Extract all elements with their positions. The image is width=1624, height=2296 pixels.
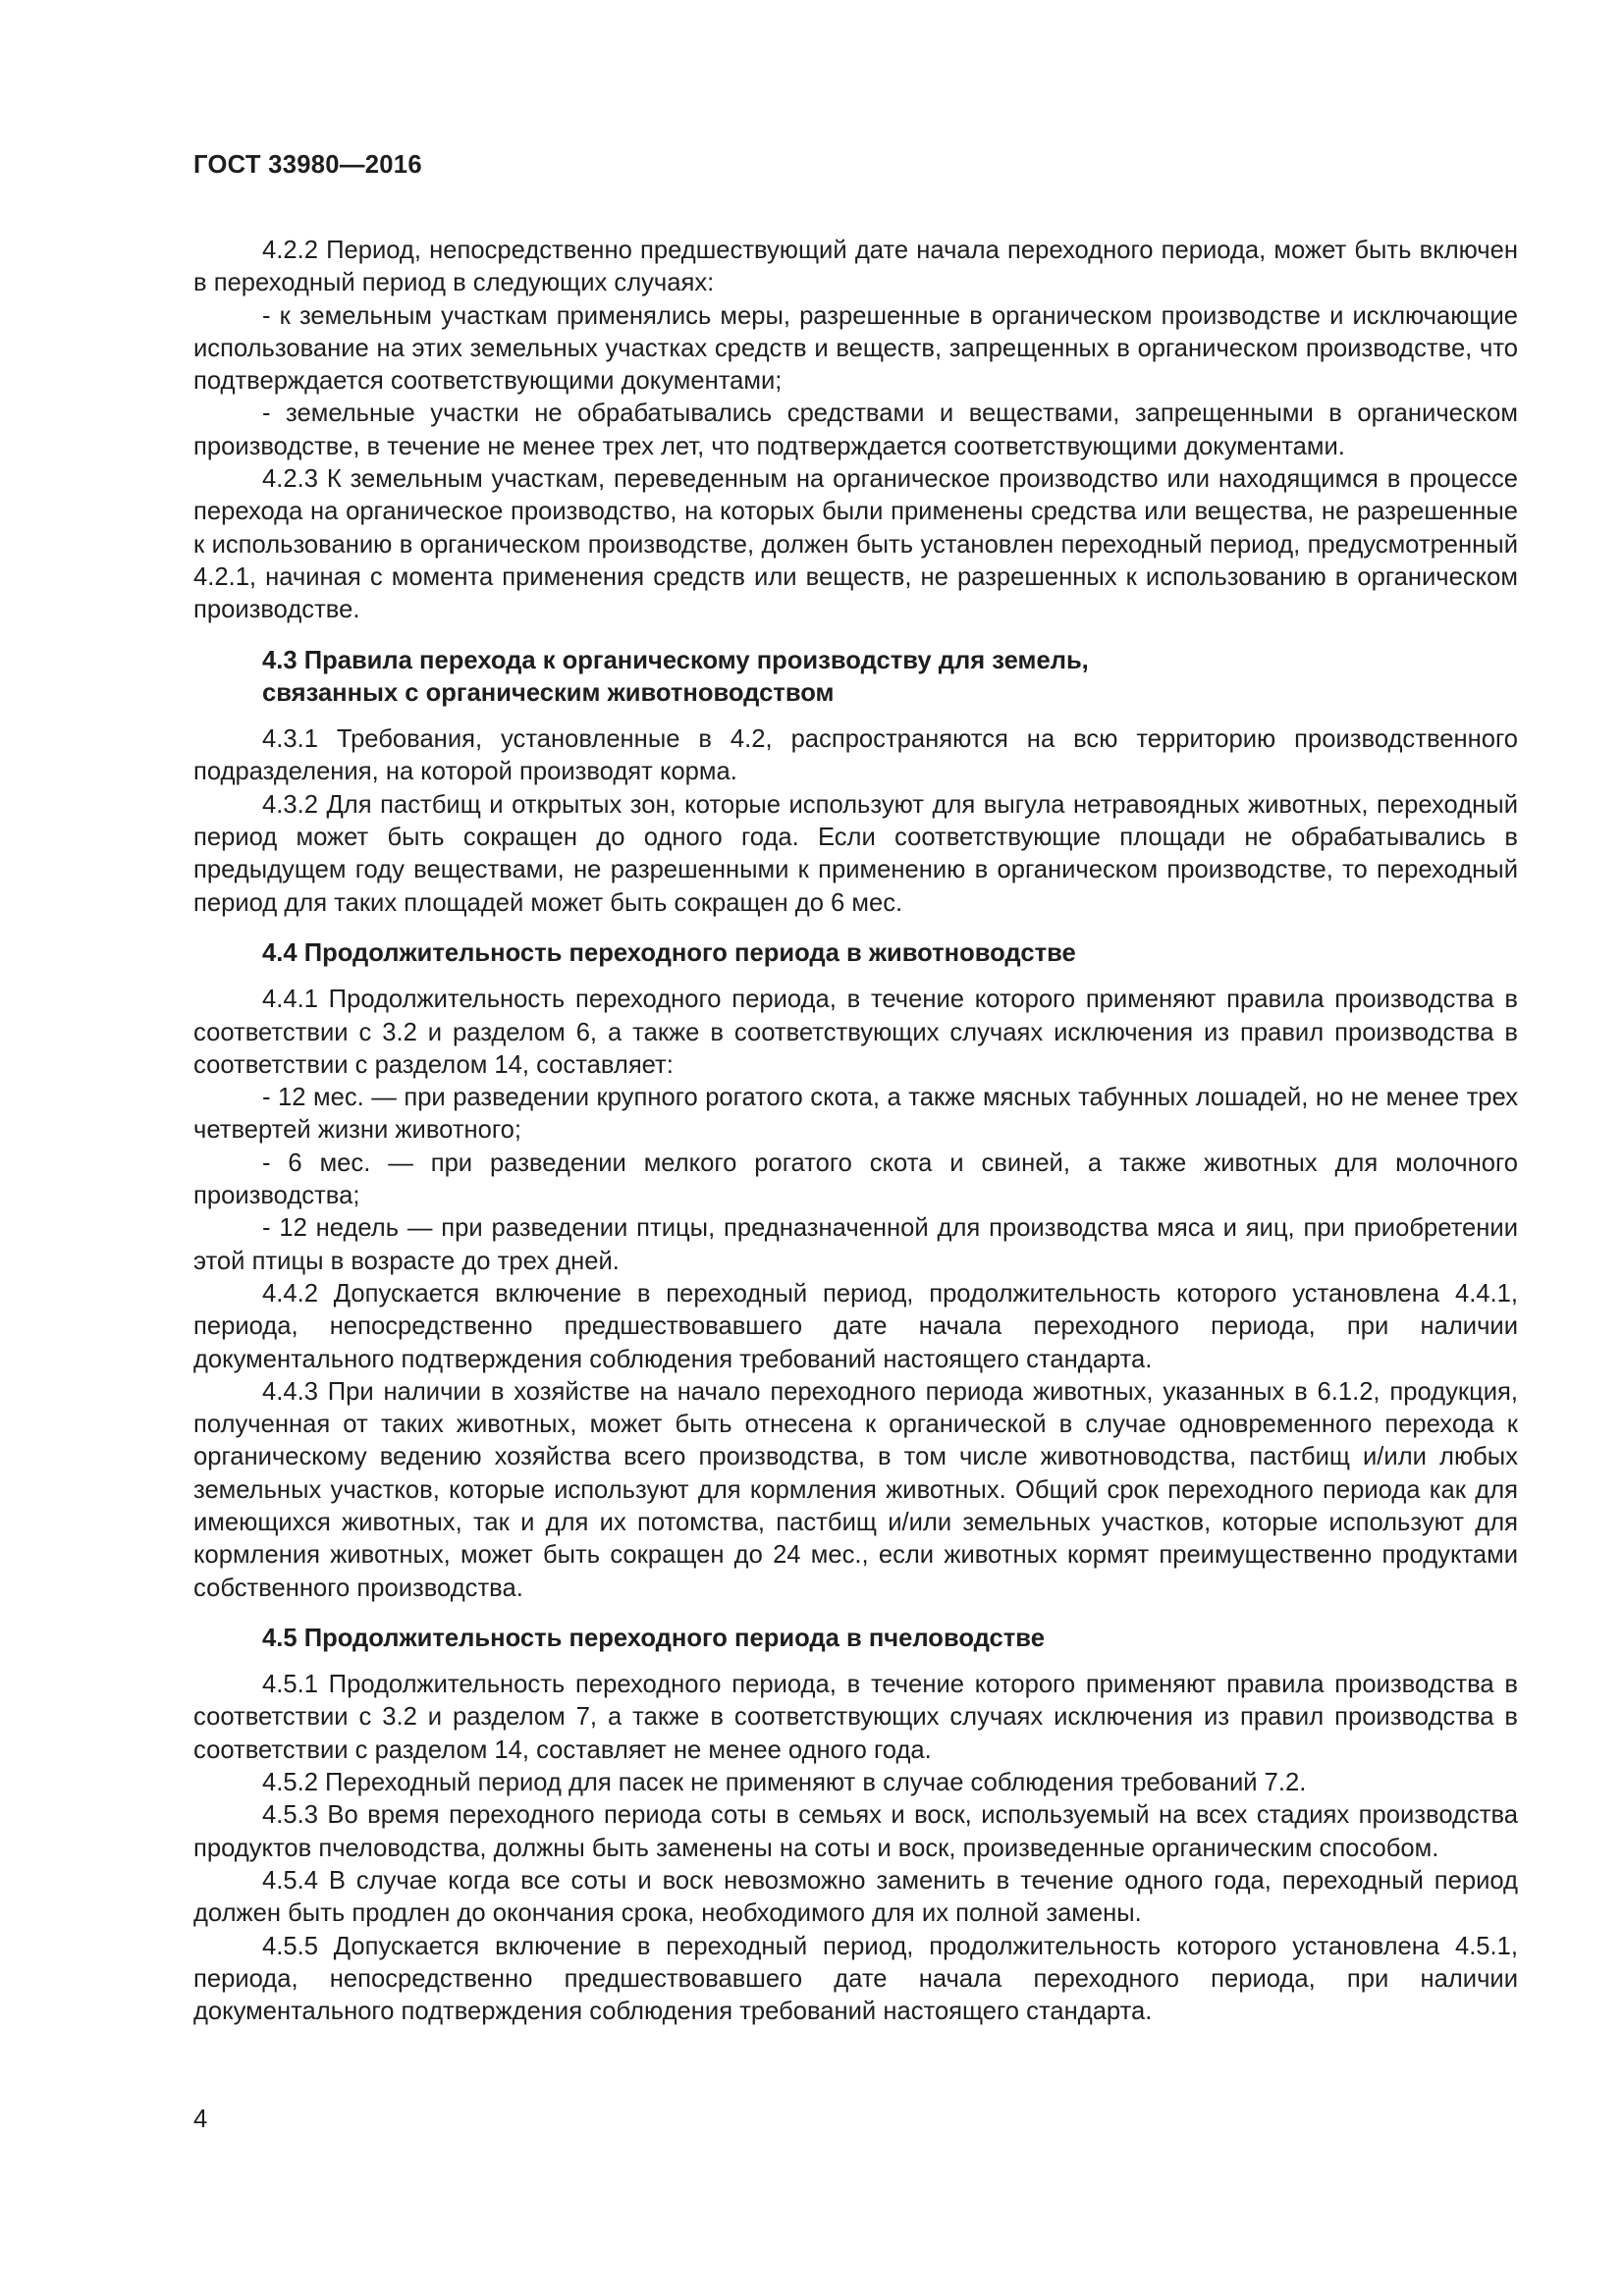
page-number: 4 xyxy=(193,2106,208,2133)
section-heading-line: 4.4 Продолжительность переходного периода в животноводстве xyxy=(262,938,1076,967)
section-heading-line: связанных с органическим животноводством xyxy=(262,678,835,707)
list-item: - к земельным участкам применялись меры, разрешенные в органическом производстве и исключающие использование на этих земельных участках средств и веществ, запрещенных в органическом производстве, что подтверждается соответствующими документами; xyxy=(193,301,1518,396)
section-heading-line: 4.3 Правила перехода к органическому производству для земель, xyxy=(262,646,1089,674)
paragraph-4-5-2: 4.5.2 Переходный период для пасек не применяют в случае соблюдения требований 7.2. xyxy=(262,1769,1307,1797)
paragraph-4-4-2: 4.4.2 Допускается включение в переходный период, продолжительность которого установлена 4.4.1, периода, непосредственно предшествовавшего дате начала переходного периода, при наличии документального подтверждения соблюдения требований настоящего стандарта. xyxy=(193,1279,1518,1373)
list-item: - 12 мес. — при разведении крупного рогатого скота, а также мясных табунных лошадей, но не менее трех четвертей жизни животного; xyxy=(193,1084,1518,1145)
list-item: - 12 недель — при разведении птицы, предназначенной для производства мяса и яиц, при приобретении этой птицы в возрасте до трех дней. xyxy=(193,1214,1518,1275)
list-item: - 6 мес. — при разведении мелкого рогатого скота и свиней, а также животных для молочного производства; xyxy=(193,1148,1518,1210)
paragraph-4-3-1: 4.3.1 Требования, установленные в 4.2, распространяются на всю территорию производственного подразделения, на которой производят корма. xyxy=(193,725,1518,786)
paragraph-4-5-3: 4.5.3 Во время переходного периода соты в семьях и воск, используемый на всех стадиях производства продуктов пчеловодства, должны быть заменены на соты и воск, произведенные органическим способом. xyxy=(193,1801,1518,1862)
paragraph-4-5-5: 4.5.5 Допускается включение в переходный период, продолжительность которого установлена 4.5.1, периода, непосредственно предшествовавшего дате начала переходного периода, при наличии документального подтверждения соблюдения требований настоящего стандарта. xyxy=(193,1932,1518,2026)
section-heading-4-5 xyxy=(262,1623,1518,1655)
section-heading-4-3 xyxy=(262,645,1518,711)
paragraph-4-5-4: 4.5.4 В случае когда все соты и воск невозможно заменить в течение одного года, переходный период должен быть продлен до окончания срока, необходимого для их полной замены. xyxy=(193,1866,1518,1928)
paragraph-4-4-3: 4.4.3 При наличии в хозяйстве на начало переходного периода животных, указанных в 6.1.2, продукция, полученная от таких животных, может быть отнесена к органической в случае одновременного перехода к органическому ведению хозяйства всего производства, в том числе животноводства, пастбищ и/или любых земельных участков, которые используют для кормления животных. Общий срок переходного периода как для имеющихся животных, так и для их потомства, пастбищ и/или земельных участков, которые используют для кормления животных, может быть сокращен до 24 мес., если животных кормят преимущественно продуктами собственного производства. xyxy=(193,1377,1518,1602)
paragraph-4-4-1: 4.4.1 Продолжительность переходного периода, в течение которого применяют правила производства в соответствии с 3.2 и разделом 6, а также в соответствующих случаях исключения из правил производства в соответствии с разделом 14, составляет: xyxy=(193,986,1518,1079)
section-heading-line: 4.5 Продолжительность переходного периода в пчеловодстве xyxy=(262,1624,1045,1652)
paragraph-4-5-1: 4.5.1 Продолжительность переходного периода, в течение которого применяют правила производства в соответствии с 3.2 и разделом 7, а также в соответствующих случаях исключения из правил производства в соответствии с разделом 14, составляет не менее одного года. xyxy=(193,1671,1518,1764)
document-body xyxy=(193,235,1518,2028)
paragraph-4-3-2: 4.3.2 Для пастбищ и открытых зон, которые используют для выгула нетравоядных животных, переходный период может быть сокращен до одного года. Если соответствующие площади не обрабатывались в предыдущем году веществами, не разрешенными к применению в органическом производстве, то переходный период для таких площадей может быть сокращен до 6 мес. xyxy=(193,790,1518,917)
paragraph-4-2-3: 4.2.3 К земельным участкам, переведенным на органическое производство или находящимся в процессе перехода на органическое производство, на которых были применены средства или вещества, не разрешенные к использованию в органическом производстве, должен быть установлен переходный период, предусмотренный 4.2.1, начиная с момента применения средств или веществ, не разрешенных к использованию в органическом производстве. xyxy=(193,465,1518,624)
paragraph-4-2-2: 4.2.2 Период, непосредственно предшествующий дате начала переходного периода, может быть включен в переходный период в следующих случаях: xyxy=(193,237,1518,297)
list-item: - земельные участки не обрабатывались средствами и веществами, запрещенными в органическом производстве, в течение не менее трех лет, что подтверждается соответствующими документами. xyxy=(193,400,1518,460)
document-code-header: ГОСТ 33980—2016 xyxy=(193,151,422,179)
section-heading-4-4 xyxy=(262,937,1518,970)
